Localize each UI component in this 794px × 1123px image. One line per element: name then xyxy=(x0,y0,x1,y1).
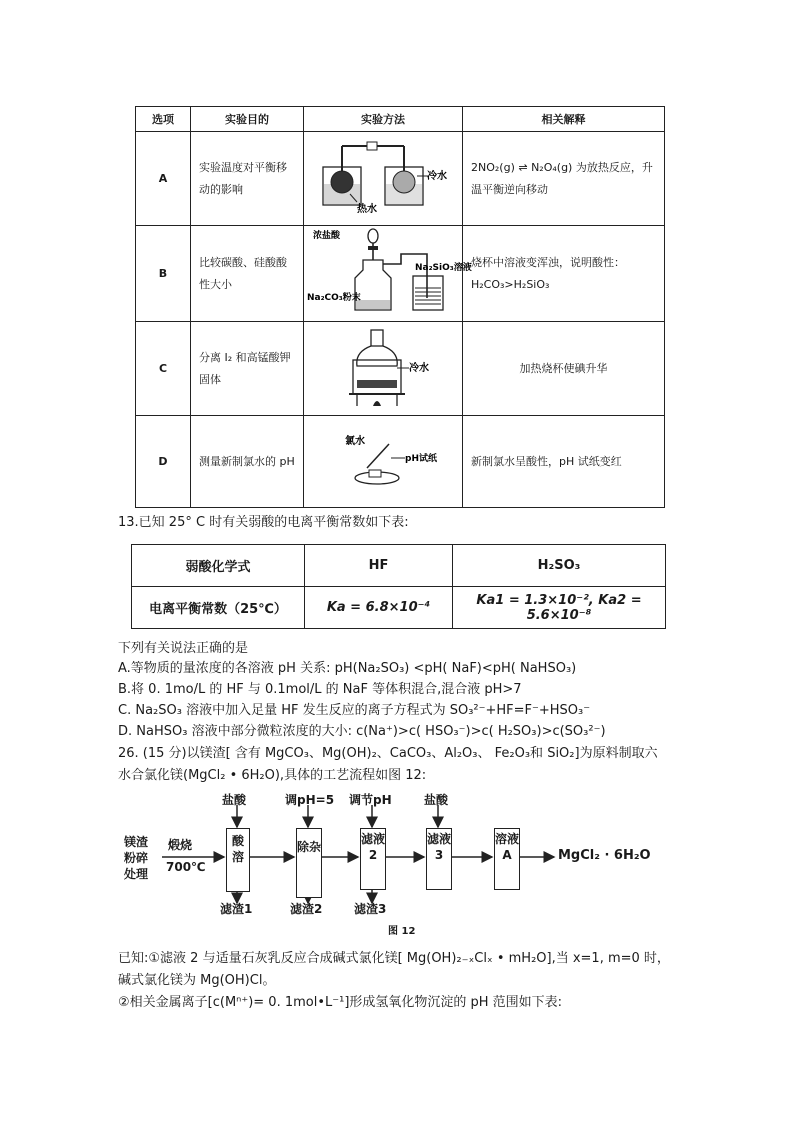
adjust-ph-label: 调节pH xyxy=(349,793,392,807)
q26-note1-line2: 碱式氯化镁为 Mg(OH)Cl。 xyxy=(118,973,276,988)
adjust-ph-5-label: 调pH=5 xyxy=(285,793,335,807)
experiment-table xyxy=(135,106,665,508)
cold-water-label: 冷水 xyxy=(409,363,429,374)
table-cell: H₂SO₃ xyxy=(453,545,666,587)
na2co3-label: Na₂CO₃粉末 xyxy=(307,293,361,303)
q13-option-d: D. NaHSO₃ 溶液中部分微粒浓度的大小: c(Na⁺)>c( HSO₃⁻)>c( H₂SO₃)>c(SO₃²⁻) xyxy=(118,724,606,739)
table-row xyxy=(132,587,666,629)
table-cell: HF xyxy=(305,545,453,587)
purpose-cell: 分离 I₂ 和高锰酸钾固体 xyxy=(191,322,304,416)
hcl-label-2: 盐酸 xyxy=(424,793,449,807)
q26-note1-line1: 已知:①滤液 2 与适量石灰乳反应合成碱式氯化镁[ Mg(OH)₂₋ₓClₓ • mH₂O],当 x=1, m=0 时， xyxy=(118,951,670,966)
option-label: C xyxy=(136,322,191,416)
option-label: A xyxy=(136,132,191,226)
acid-dissolve-box: 酸溶 xyxy=(226,828,250,892)
header-option: 选项 xyxy=(136,107,191,132)
ionization-constant-table xyxy=(131,544,666,629)
explanation-cell: 加热烧杯使碘升华 xyxy=(463,322,665,416)
table-row xyxy=(136,416,665,508)
q13-stem: 13.已知 25° C 时有关弱酸的电离平衡常数如下表: xyxy=(118,515,409,530)
residue-1-label: 滤渣1 xyxy=(220,902,253,916)
header-purpose: 实验目的 xyxy=(191,107,304,132)
sublimation-apparatus-diagram xyxy=(305,322,461,412)
explanation-cell: 烧杯中溶液变浑浊，说明酸性：H₂CO₃>H₂SiO₃ xyxy=(463,226,665,322)
ph-paper-label: pH试纸 xyxy=(405,454,437,464)
q13-option-a: A.等物质的量浓度的各溶液 pH 关系: pH(Na₂SO₃) <pH( NaF)<pH( NaHSO₃) xyxy=(118,661,577,676)
q26-stem-line1: 26. (15 分)以镁渣[ 含有 MgCO₃、Mg(OH)₂、CaCO₃、Al₂O₃、 Fe₂O₃和 SiO₂]为原料制取六 xyxy=(118,746,658,761)
table-cell: Ka1 = 1.3×10⁻², Ka2 = 5.6×10⁻⁸ xyxy=(453,587,666,629)
ph-test-diagram xyxy=(305,416,461,504)
table-cell: Ka = 6.8×10⁻⁴ xyxy=(305,587,453,629)
explanation-cell: 2NO₂(g) ⇌ N₂O₄(g) 为放热反应，升温平衡逆向移动 xyxy=(463,132,665,226)
filtrate-2-box: 滤液2 xyxy=(360,828,386,890)
cold-water-label: 冷水 xyxy=(427,171,447,182)
product-label: MgCl₂ · 6H₂O xyxy=(558,848,651,863)
header-explanation: 相关解释 xyxy=(463,107,665,132)
residue-3-label: 滤渣3 xyxy=(354,902,387,916)
table-cell: 电离平衡常数（25℃） xyxy=(132,587,305,629)
q13-option-b: B.将 0. 1mo/L 的 HF 与 0.1mol/L 的 NaF 等体积混合,混合液 pH>7 xyxy=(118,682,522,697)
option-label: B xyxy=(136,226,191,322)
conc-hcl-label: 浓盐酸 xyxy=(313,231,341,241)
acid-comparison-apparatus-diagram xyxy=(305,226,472,318)
filtrate-3-box: 滤液3 xyxy=(426,828,452,890)
calcine-label: 煅烧 xyxy=(168,838,193,852)
table-cell: 弱酸化学式 xyxy=(132,545,305,587)
impurity-removal-box: 除杂 xyxy=(296,828,322,898)
residue-2-label: 滤渣2 xyxy=(290,902,323,916)
method-cell xyxy=(304,226,472,322)
hot-water-label: 热水 xyxy=(357,204,377,215)
purpose-cell: 实验温度对平衡移动的影响 xyxy=(191,132,304,226)
purpose-cell: 测量新制氯水的 pH xyxy=(191,416,304,508)
table-row xyxy=(136,322,665,416)
option-label: D xyxy=(136,416,191,508)
purpose-cell: 比较碳酸、硅酸酸性大小 xyxy=(191,226,304,322)
table-row xyxy=(136,226,665,322)
q26-note2: ②相关金属离子[c(Mⁿ⁺)= 0. 1mol•L⁻¹]形成氢氧化物沉淀的 pH 范围如下表: xyxy=(118,995,563,1010)
explanation-cell: 新制氯水呈酸性，pH 试纸变红 xyxy=(463,416,665,508)
q13-option-c: C. Na₂SO₃ 溶液中加入足量 HF 发生反应的离子方程式为 SO₃²⁻+HF=F⁻+HSO₃⁻ xyxy=(118,703,591,718)
q13-prompt: 下列有关说法正确的是 xyxy=(118,641,249,656)
table-row xyxy=(136,132,665,226)
method-cell xyxy=(304,322,463,416)
q26-stem-line2: 水合氯化镁(MgCl₂ • 6H₂O),具体的工艺流程如图 12: xyxy=(118,768,427,783)
start-material-label: 镁渣粉碎处理 xyxy=(124,835,149,881)
table-header-row xyxy=(136,107,665,132)
figure-caption: 图 12 xyxy=(388,926,416,937)
chlorine-water-label: 氯水 xyxy=(345,436,365,447)
equilibrium-apparatus-diagram xyxy=(305,132,461,222)
method-cell xyxy=(304,416,463,508)
header-method: 实验方法 xyxy=(304,107,463,132)
table-row xyxy=(132,545,666,587)
solution-a-box: 溶液A xyxy=(494,828,520,890)
temperature-label: 700℃ xyxy=(166,860,206,874)
method-cell xyxy=(304,132,463,226)
na2sio3-label: Na₂SiO₃溶液 xyxy=(415,263,472,273)
hcl-label: 盐酸 xyxy=(222,793,247,807)
